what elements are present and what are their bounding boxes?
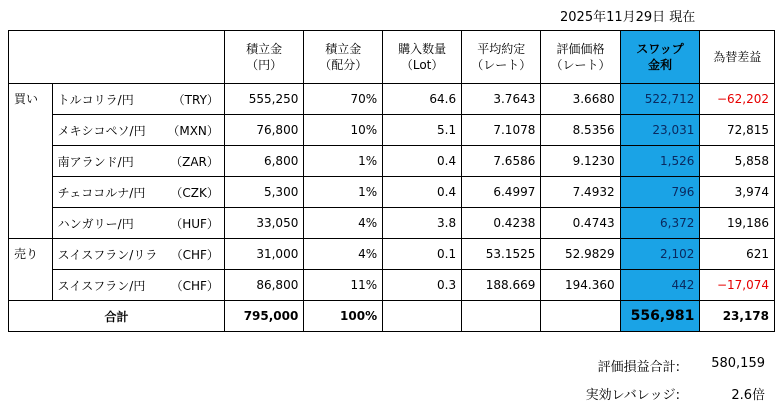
amount-cell: 6,800 (224, 146, 303, 177)
eval-rate-cell: 9.1230 (541, 146, 620, 177)
lots-cell: 64.6 (383, 84, 462, 115)
eval-rate-cell: 3.6680 (541, 84, 620, 115)
header-blank (9, 31, 225, 84)
total-lots-blank (383, 301, 462, 332)
eval-rate-cell: 7.4932 (541, 177, 620, 208)
header-fx-pnl: 為替差益 (700, 31, 775, 84)
swap-cell: 1,526 (620, 146, 700, 177)
lots-cell: 0.1 (383, 239, 462, 270)
leverage-label: 実効レバレッジ: (585, 388, 680, 403)
swap-cell: 23,031 (620, 115, 700, 146)
eval-rate-cell: 52.9829 (541, 239, 620, 270)
allocation-cell: 1% (304, 146, 383, 177)
header-allocation: 積立金 （配分） (304, 31, 383, 84)
swap-cell: 522,712 (620, 84, 700, 115)
total-allocation: 100% (304, 301, 383, 332)
pair-name: スイスフラン/リラ (52, 239, 162, 270)
allocation-cell: 11% (304, 270, 383, 301)
pair-name: メキシコペソ/円 (52, 115, 162, 146)
fx-pnl-cell: −17,074 (700, 270, 775, 301)
allocation-cell: 4% (304, 239, 383, 270)
side-label-sell: 売り (9, 239, 53, 301)
table-row (9, 239, 775, 270)
total-fx-pnl: 23,178 (700, 301, 775, 332)
swap-cell: 6,372 (620, 208, 700, 239)
amount-cell: 5,300 (224, 177, 303, 208)
lots-cell: 5.1 (383, 115, 462, 146)
total-avg-rate-blank (462, 301, 541, 332)
leverage-value: 2.6倍 (731, 388, 765, 403)
avg-rate-cell: 6.4997 (462, 177, 541, 208)
lots-cell: 3.8 (383, 208, 462, 239)
pair-code: （ZAR） (162, 146, 224, 177)
amount-cell: 31,000 (224, 239, 303, 270)
swap-cell: 2,102 (620, 239, 700, 270)
pair-code: （CHF） (162, 239, 224, 270)
fx-pnl-cell: 5,858 (700, 146, 775, 177)
header-avg-rate: 平均約定 （レート） (462, 31, 541, 84)
lots-cell: 0.4 (383, 146, 462, 177)
pair-code: （MXN） (162, 115, 224, 146)
eval-rate-cell: 194.360 (541, 270, 620, 301)
table-row (9, 270, 775, 301)
swap-cell: 442 (620, 270, 700, 301)
allocation-cell: 1% (304, 177, 383, 208)
avg-rate-cell: 53.1525 (462, 239, 541, 270)
pair-code: （CZK） (162, 177, 224, 208)
side-label-buy: 買い (9, 84, 53, 239)
pair-code: （HUF） (162, 208, 224, 239)
fx-pnl-cell: 621 (700, 239, 775, 270)
pair-code: （TRY） (162, 84, 224, 115)
swap-cell: 796 (620, 177, 700, 208)
total-swap: 556,981 (620, 301, 700, 332)
avg-rate-cell: 3.7643 (462, 84, 541, 115)
eval-pnl-label: 評価損益合計: (597, 360, 680, 375)
lots-cell: 0.4 (383, 177, 462, 208)
pair-name: 南アランド/円 (52, 146, 162, 177)
fx-pnl-cell: 19,186 (700, 208, 775, 239)
lots-cell: 0.3 (383, 270, 462, 301)
amount-cell: 555,250 (224, 84, 303, 115)
avg-rate-cell: 7.6586 (462, 146, 541, 177)
fx-pnl-cell: 72,815 (700, 115, 775, 146)
total-amount: 795,000 (224, 301, 303, 332)
total-label: 合計 (9, 301, 225, 332)
table-row (9, 84, 775, 115)
amount-cell: 86,800 (224, 270, 303, 301)
total-row (9, 301, 775, 332)
eval-rate-cell: 8.5356 (541, 115, 620, 146)
avg-rate-cell: 0.4238 (462, 208, 541, 239)
table-row (9, 146, 775, 177)
pair-code: （CHF） (162, 270, 224, 301)
avg-rate-cell: 188.669 (462, 270, 541, 301)
eval-rate-cell: 0.4743 (541, 208, 620, 239)
total-eval-rate-blank (541, 301, 620, 332)
as-of-date: 2025年11月29日 現在 (560, 10, 696, 25)
pair-name: スイスフラン/円 (52, 270, 162, 301)
header-eval-rate: 評価価格 （レート） (541, 31, 620, 84)
fx-pnl-cell: 3,974 (700, 177, 775, 208)
header-row (9, 31, 775, 84)
amount-cell: 76,800 (224, 115, 303, 146)
pair-name: トルコリラ/円 (52, 84, 162, 115)
allocation-cell: 70% (304, 84, 383, 115)
header-amount: 積立金 （円） (224, 31, 303, 84)
pair-name: チェココルナ/円 (52, 177, 162, 208)
eval-pnl-value: 580,159 (711, 356, 765, 371)
header-lots: 購入数量 （Lot） (383, 31, 462, 84)
fx-pnl-cell: −62,202 (700, 84, 775, 115)
fx-holdings-table (8, 30, 775, 332)
table-row (9, 115, 775, 146)
amount-cell: 33,050 (224, 208, 303, 239)
pair-name: ハンガリー/円 (52, 208, 162, 239)
allocation-cell: 4% (304, 208, 383, 239)
table-row (9, 208, 775, 239)
header-swap: スワップ 金利 (620, 31, 700, 84)
avg-rate-cell: 7.1078 (462, 115, 541, 146)
table-row (9, 177, 775, 208)
allocation-cell: 10% (304, 115, 383, 146)
